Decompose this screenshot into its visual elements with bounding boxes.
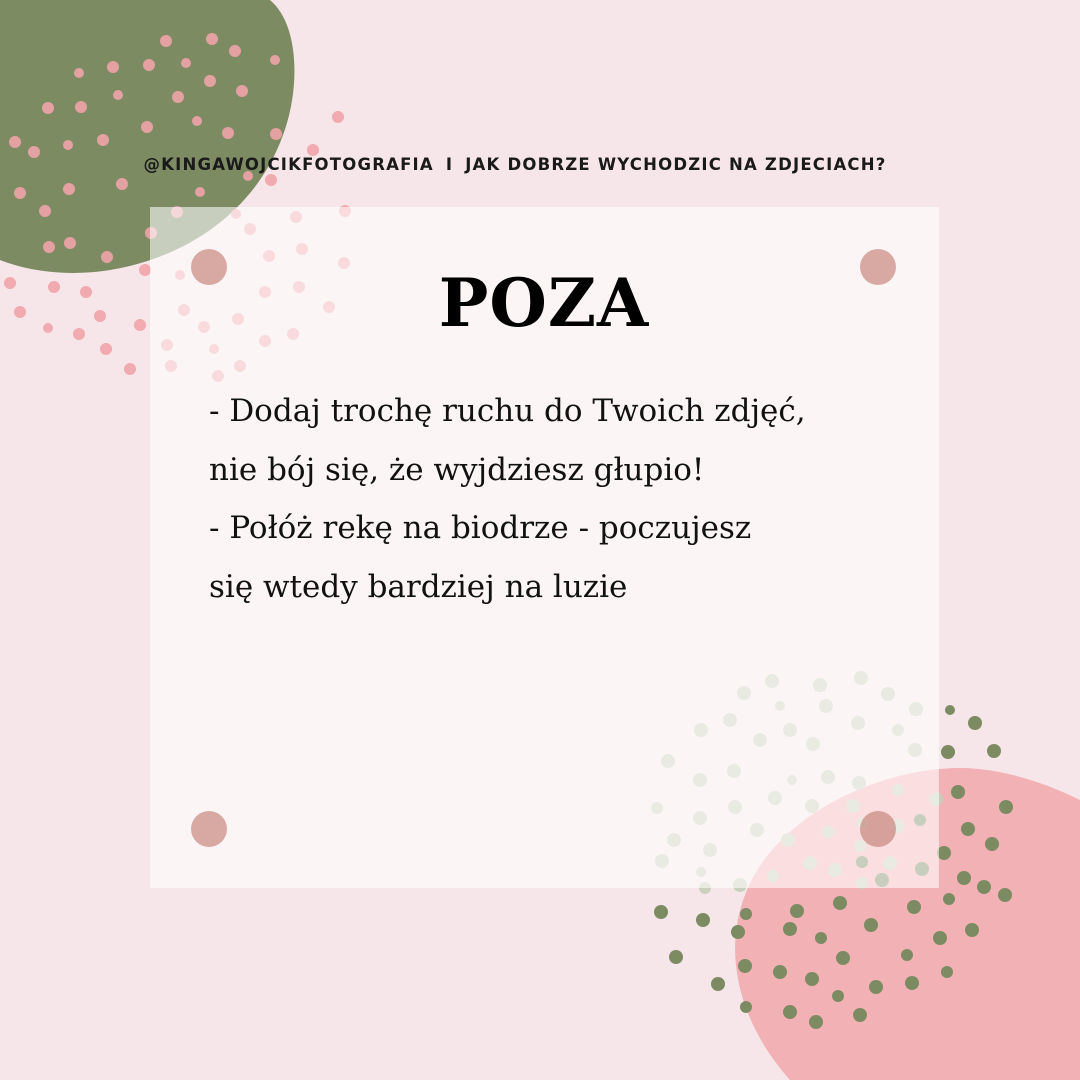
accent-dot-bottom-right [860, 811, 896, 847]
decor-dot [987, 744, 1001, 758]
decor-dot [107, 61, 119, 73]
instagram-handle: @KINGAWOJCIKFOTOGRAFIA [143, 155, 434, 174]
decor-dot [869, 980, 883, 994]
decor-dot [968, 716, 982, 730]
decor-dot [832, 990, 844, 1002]
card-title: POZA [438, 264, 650, 342]
decor-dot [957, 871, 971, 885]
accent-dot-bottom-left [191, 811, 227, 847]
decor-dot [998, 888, 1012, 902]
decor-dot [985, 837, 999, 851]
decor-dot [222, 127, 234, 139]
header-subtitle: JAK DOBRZE WYCHODZIC NA ZDJECIACH? [465, 155, 887, 174]
decor-dot [783, 1005, 797, 1019]
decor-dot [783, 922, 797, 936]
decor-dot [999, 800, 1013, 814]
decor-dot [332, 111, 344, 123]
decor-dot [943, 893, 955, 905]
decor-dot [805, 972, 819, 986]
decor-dot [14, 187, 26, 199]
decor-dot [181, 58, 191, 68]
decor-dot [696, 913, 710, 927]
decor-dot [809, 1015, 823, 1029]
decor-dot [965, 923, 979, 937]
decor-dot [270, 128, 282, 140]
decor-dot [941, 745, 955, 759]
decor-dot [39, 205, 51, 217]
decor-dot [815, 932, 827, 944]
decor-dot [143, 59, 155, 71]
header-separator: I [445, 155, 454, 174]
decor-dot [654, 905, 668, 919]
decor-dot [236, 85, 248, 97]
decor-dot [43, 241, 55, 253]
decor-dot [790, 904, 804, 918]
decor-dot [124, 363, 136, 375]
decor-dot [229, 45, 241, 57]
decor-dot [711, 977, 725, 991]
decor-dot [265, 174, 277, 186]
decor-dot [977, 880, 991, 894]
decor-dot [141, 121, 153, 133]
decor-dot [270, 55, 280, 65]
decor-dot [97, 134, 109, 146]
decor-dot [941, 966, 953, 978]
decor-dot [864, 918, 878, 932]
decor-dot [63, 140, 73, 150]
decor-dot [905, 976, 919, 990]
decor-dot [113, 90, 123, 100]
header-line [0, 155, 1030, 174]
decor-dot [961, 822, 975, 836]
decor-dot [738, 959, 752, 973]
card-body [209, 382, 929, 616]
decor-dot [901, 949, 913, 961]
decor-dot [933, 931, 947, 945]
decor-dot [204, 75, 216, 87]
decor-dot [907, 900, 921, 914]
decor-dot [740, 908, 752, 920]
decor-dot [42, 102, 54, 114]
decor-dot [669, 950, 683, 964]
decor-dot [731, 925, 745, 939]
decor-dot [833, 896, 847, 910]
decor-dot [9, 136, 21, 148]
decor-dot [773, 965, 787, 979]
decor-dot [116, 178, 128, 190]
decor-dot [206, 33, 218, 45]
decor-dot [192, 116, 202, 126]
decor-dot [945, 705, 955, 715]
decor-dot [63, 183, 75, 195]
decor-dot [937, 846, 951, 860]
decor-dot [75, 101, 87, 113]
decor-dot [195, 187, 205, 197]
decor-dot [74, 68, 84, 78]
decor-dot [836, 951, 850, 965]
decor-dot [172, 91, 184, 103]
body-line: nie bój się, że wyjdziesz głupio! [209, 451, 705, 488]
body-line: - Dodaj trochę ruchu do Twoich zdjęć, [209, 393, 806, 429]
body-line: - Połóż rekę na biodrze - poczujesz [209, 510, 752, 546]
decor-dot [64, 237, 76, 249]
body-line: się wtedy bardziej na luzie [209, 568, 628, 605]
decor-dot [951, 785, 965, 799]
decor-dot [160, 35, 172, 47]
decor-dot [853, 1008, 867, 1022]
decor-dot [740, 1001, 752, 1013]
